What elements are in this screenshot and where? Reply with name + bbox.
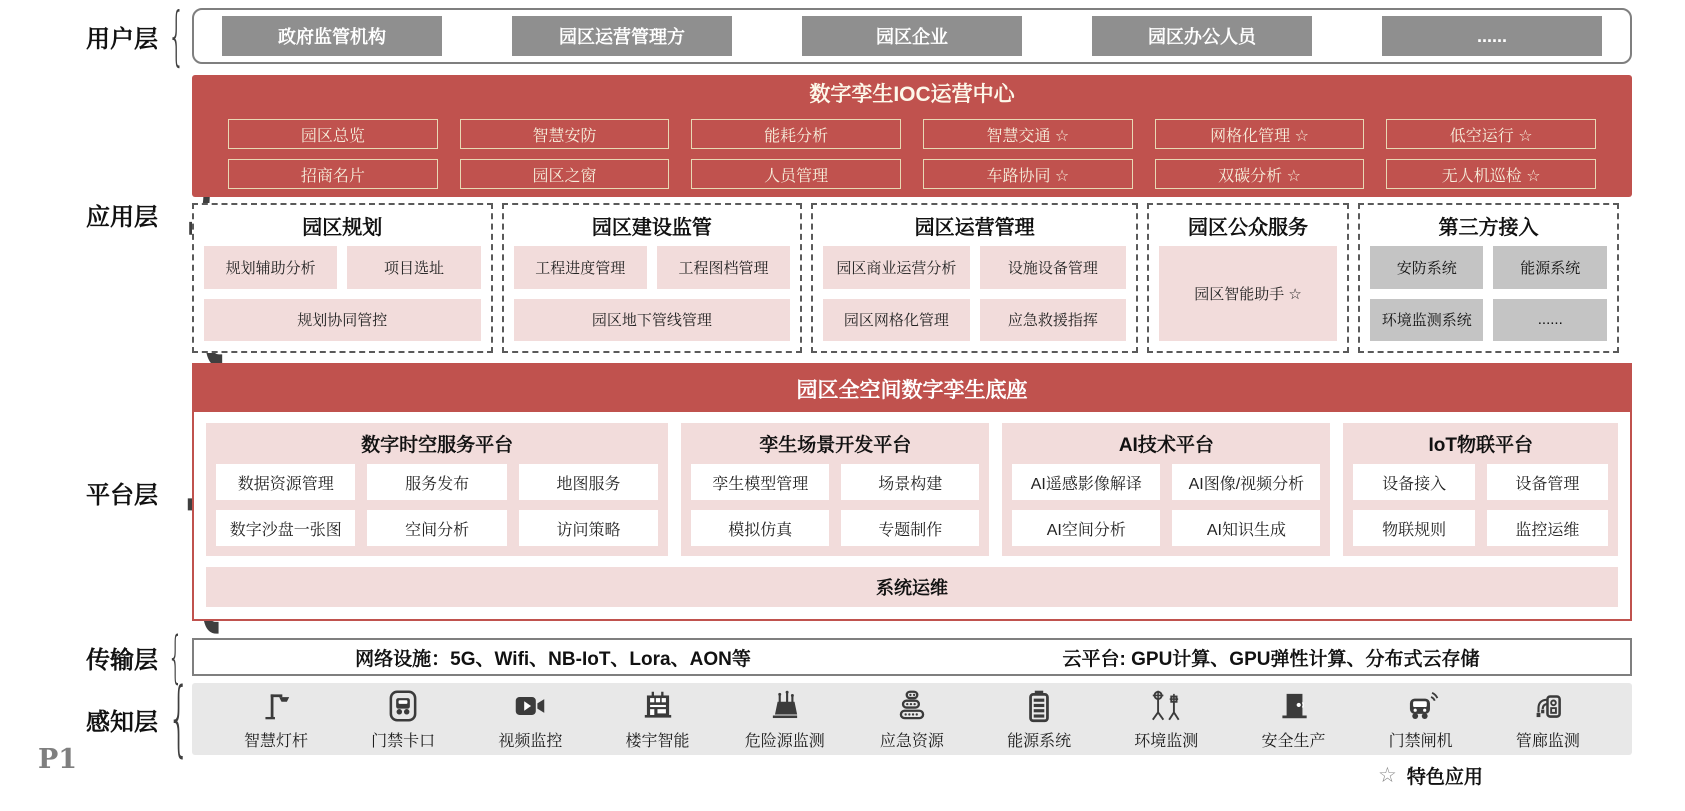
sensor-item (1498, 687, 1598, 753)
group-row (204, 246, 481, 289)
group-row (1159, 246, 1337, 341)
ioc-app-button: 智慧交通 ☆ (923, 119, 1133, 149)
sensor-item (1116, 687, 1216, 753)
video-surveillance-icon (511, 687, 549, 725)
feature-chip: 工程进度管理 (514, 246, 647, 289)
platform-row (1353, 510, 1608, 546)
group-title: 园区公众服务 (1188, 217, 1309, 239)
capability-chip: AI空间分析 (1012, 510, 1160, 546)
user-role-chip: ...... (1382, 16, 1602, 56)
group-rows (1159, 246, 1337, 341)
platform-row (216, 510, 658, 546)
star-icon: ☆ (1378, 764, 1397, 787)
group-row (1370, 246, 1607, 289)
user-role-chip: 园区运营管理方 (512, 16, 732, 56)
layer-label-platform (28, 363, 192, 621)
smart-lamp-icon (257, 687, 295, 725)
capability-chip: 场景构建 (841, 464, 979, 500)
ioc-app-button: 低空运行 ☆ (1386, 119, 1596, 149)
feature-chip: 规划辅助分析 (204, 246, 337, 289)
capability-chip: 数据资源管理 (216, 464, 355, 500)
capability-chip: AI遥感影像解译 (1012, 464, 1160, 500)
gate-turnstile-icon (1402, 687, 1440, 725)
feature-chip: 能源系统 (1493, 246, 1607, 289)
platform-row (1353, 464, 1608, 500)
group-row (1370, 299, 1607, 342)
ioc-app-button: 智慧安防 (460, 119, 670, 149)
sensor-label: 能源系统 (1007, 733, 1072, 750)
user-role-chip: 园区办公人员 (1092, 16, 1312, 56)
capability-chip: 服务发布 (367, 464, 506, 500)
ioc-app-button: 能耗分析 (691, 119, 901, 149)
sensor-item (862, 687, 962, 753)
platform-column-rows (691, 464, 979, 546)
brace-shape (168, 214, 182, 215)
group-rows (1370, 246, 1607, 341)
sensor-label: 环境监测 (1134, 733, 1199, 750)
capability-chip: 地图服务 (519, 464, 658, 500)
group-row (514, 299, 791, 342)
layer-name: 应用层 (86, 203, 158, 231)
group-row (823, 246, 1126, 289)
platform-column-rows (216, 464, 658, 546)
legend (1378, 762, 1483, 789)
layer-name: 传输层 (86, 646, 158, 674)
sensor-label: 门禁卡口 (371, 733, 436, 750)
feature-chip: 项目选址 (347, 246, 480, 289)
user-role-chip: 园区企业 (802, 16, 1022, 56)
ioc-app-button: 车路协同 ☆ (923, 159, 1133, 189)
ioc-app-button: 人员管理 (691, 159, 901, 189)
platform-column-3 (1002, 423, 1330, 556)
layer-label-application (28, 75, 192, 353)
network-facilities-text: 网络设施：5G、Wifi、NB-IoT、Lora、AON等 (355, 648, 751, 670)
platform-row (216, 464, 658, 500)
platform-column-rows (1012, 464, 1320, 546)
brace-shape (168, 36, 182, 37)
layer-name: 用户层 (86, 25, 158, 53)
sensor-item (353, 687, 453, 753)
capability-chip: AI知识生成 (1172, 510, 1320, 546)
feature-chip: 园区地下管线管理 (514, 299, 791, 342)
pipe-gallery-icon (1529, 687, 1567, 725)
capability-chip: 数字沙盘一张图 (216, 510, 355, 546)
environment-monitor-icon (1147, 687, 1185, 725)
platform-column-title: IoT物联平台 (1428, 435, 1533, 456)
ioc-center-panel (192, 75, 1632, 197)
platform-column-title: 数字时空服务平台 (361, 435, 514, 456)
platform-column-rows (1353, 464, 1608, 546)
sensor-label: 应急资源 (879, 733, 944, 750)
building-intelligence-icon (639, 687, 677, 725)
ioc-app-button: 网格化管理 ☆ (1155, 119, 1365, 149)
ioc-app-button: 双碳分析 ☆ (1155, 159, 1365, 189)
sensor-item (226, 687, 326, 753)
sensor-item (735, 687, 835, 753)
capability-chip: AI图像/视频分析 (1172, 464, 1320, 500)
platform-column-2 (681, 423, 989, 556)
platform-column-1 (206, 423, 668, 556)
group-row (823, 299, 1126, 342)
feature-chip: 工程图档管理 (657, 246, 790, 289)
group-rows (823, 246, 1126, 341)
sensor-label: 管廊监测 (1515, 733, 1580, 750)
capability-chip: 物联规则 (1353, 510, 1474, 546)
group-row (514, 246, 791, 289)
platform-row (691, 464, 979, 500)
platform-panel (192, 363, 1632, 621)
group-title: 第三方接入 (1438, 217, 1539, 239)
ioc-row-1 (228, 119, 1596, 149)
app-group-5 (1358, 203, 1619, 353)
ioc-app-button: 园区总览 (228, 119, 438, 149)
group-title: 园区规划 (302, 217, 383, 239)
capability-chip: 设备管理 (1487, 464, 1608, 500)
sensor-label: 智慧灯杆 (243, 733, 308, 750)
platform-column-title: 孪生场景开发平台 (759, 435, 912, 456)
app-group-2 (502, 203, 803, 353)
sensor-label: 视频监控 (498, 733, 563, 750)
app-group-3 (811, 203, 1138, 353)
user-layer-band (192, 8, 1632, 64)
page-number: P1 (38, 744, 78, 775)
capability-chip: 模拟仿真 (691, 510, 829, 546)
capability-chip: 空间分析 (367, 510, 506, 546)
perception-band (192, 683, 1632, 755)
platform-row (691, 510, 979, 546)
platform-column-title: AI技术平台 (1118, 435, 1214, 456)
capability-chip: 访问策略 (519, 510, 658, 546)
legend-label: 特色应用 (1406, 767, 1483, 788)
sensor-label: 安全生产 (1261, 733, 1326, 750)
energy-system-icon (1020, 687, 1058, 725)
sensor-label: 危险源监测 (744, 733, 825, 750)
cloud-platform-text: 云平台: GPU计算、GPU弹性计算、分布式云存储 (1062, 648, 1480, 670)
feature-chip: 园区网格化管理 (823, 299, 969, 342)
platform-base-title: 园区全空间数字孪生底座 (194, 365, 1630, 412)
feature-chip: 园区商业运营分析 (823, 246, 969, 289)
hazard-monitor-icon (766, 687, 804, 725)
safety-production-icon (1275, 687, 1313, 725)
feature-chip: 园区智能助手 ☆ (1159, 246, 1337, 341)
sensor-label: 楼宇智能 (625, 733, 690, 750)
feature-chip: 规划协同管控 (204, 299, 481, 342)
capability-chip: 设备接入 (1353, 464, 1474, 500)
capability-chip: 监控运维 (1487, 510, 1608, 546)
group-title: 园区建设监管 (591, 217, 712, 239)
feature-chip: 环境监测系统 (1370, 299, 1484, 342)
system-ops-bar: 系统运维 (206, 567, 1618, 607)
sensor-label: 门禁闸机 (1388, 733, 1453, 750)
platform-column-4 (1343, 423, 1618, 556)
sensor-item (608, 687, 708, 753)
group-rows (204, 246, 481, 341)
sensor-item (480, 687, 580, 753)
group-row (204, 299, 481, 342)
user-role-chip: 政府监管机构 (222, 16, 442, 56)
ioc-app-button: 招商名片 (228, 159, 438, 189)
capability-chip: 专题制作 (841, 510, 979, 546)
ioc-title: 数字孪生IOC运营中心 (809, 83, 1015, 106)
brace-shape (168, 657, 182, 658)
layer-name: 感知层 (86, 708, 158, 736)
group-title: 园区运营管理 (914, 217, 1035, 239)
gate-checkpoint-icon (384, 687, 422, 725)
emergency-resource-icon (893, 687, 931, 725)
platform-row (1012, 510, 1320, 546)
sensor-item (1371, 687, 1471, 753)
feature-chip: 应急救援指挥 (980, 299, 1126, 342)
ioc-row-2 (228, 159, 1596, 189)
layer-name: 平台层 (86, 481, 158, 509)
feature-chip: ...... (1493, 299, 1607, 342)
sensor-item (989, 687, 1089, 753)
feature-chip: 安防系统 (1370, 246, 1484, 289)
capability-chip: 孪生模型管理 (691, 464, 829, 500)
feature-chip: 设施设备管理 (980, 246, 1126, 289)
ioc-app-button: 无人机巡检 ☆ (1386, 159, 1596, 189)
platform-row (1012, 464, 1320, 500)
group-rows (514, 246, 791, 341)
app-group-4 (1147, 203, 1349, 353)
application-groups (192, 203, 1619, 353)
platform-columns (206, 423, 1618, 556)
ioc-app-button: 园区之窗 (460, 159, 670, 189)
transport-band (192, 638, 1632, 676)
sensor-item (1244, 687, 1344, 753)
app-group-1 (192, 203, 493, 353)
